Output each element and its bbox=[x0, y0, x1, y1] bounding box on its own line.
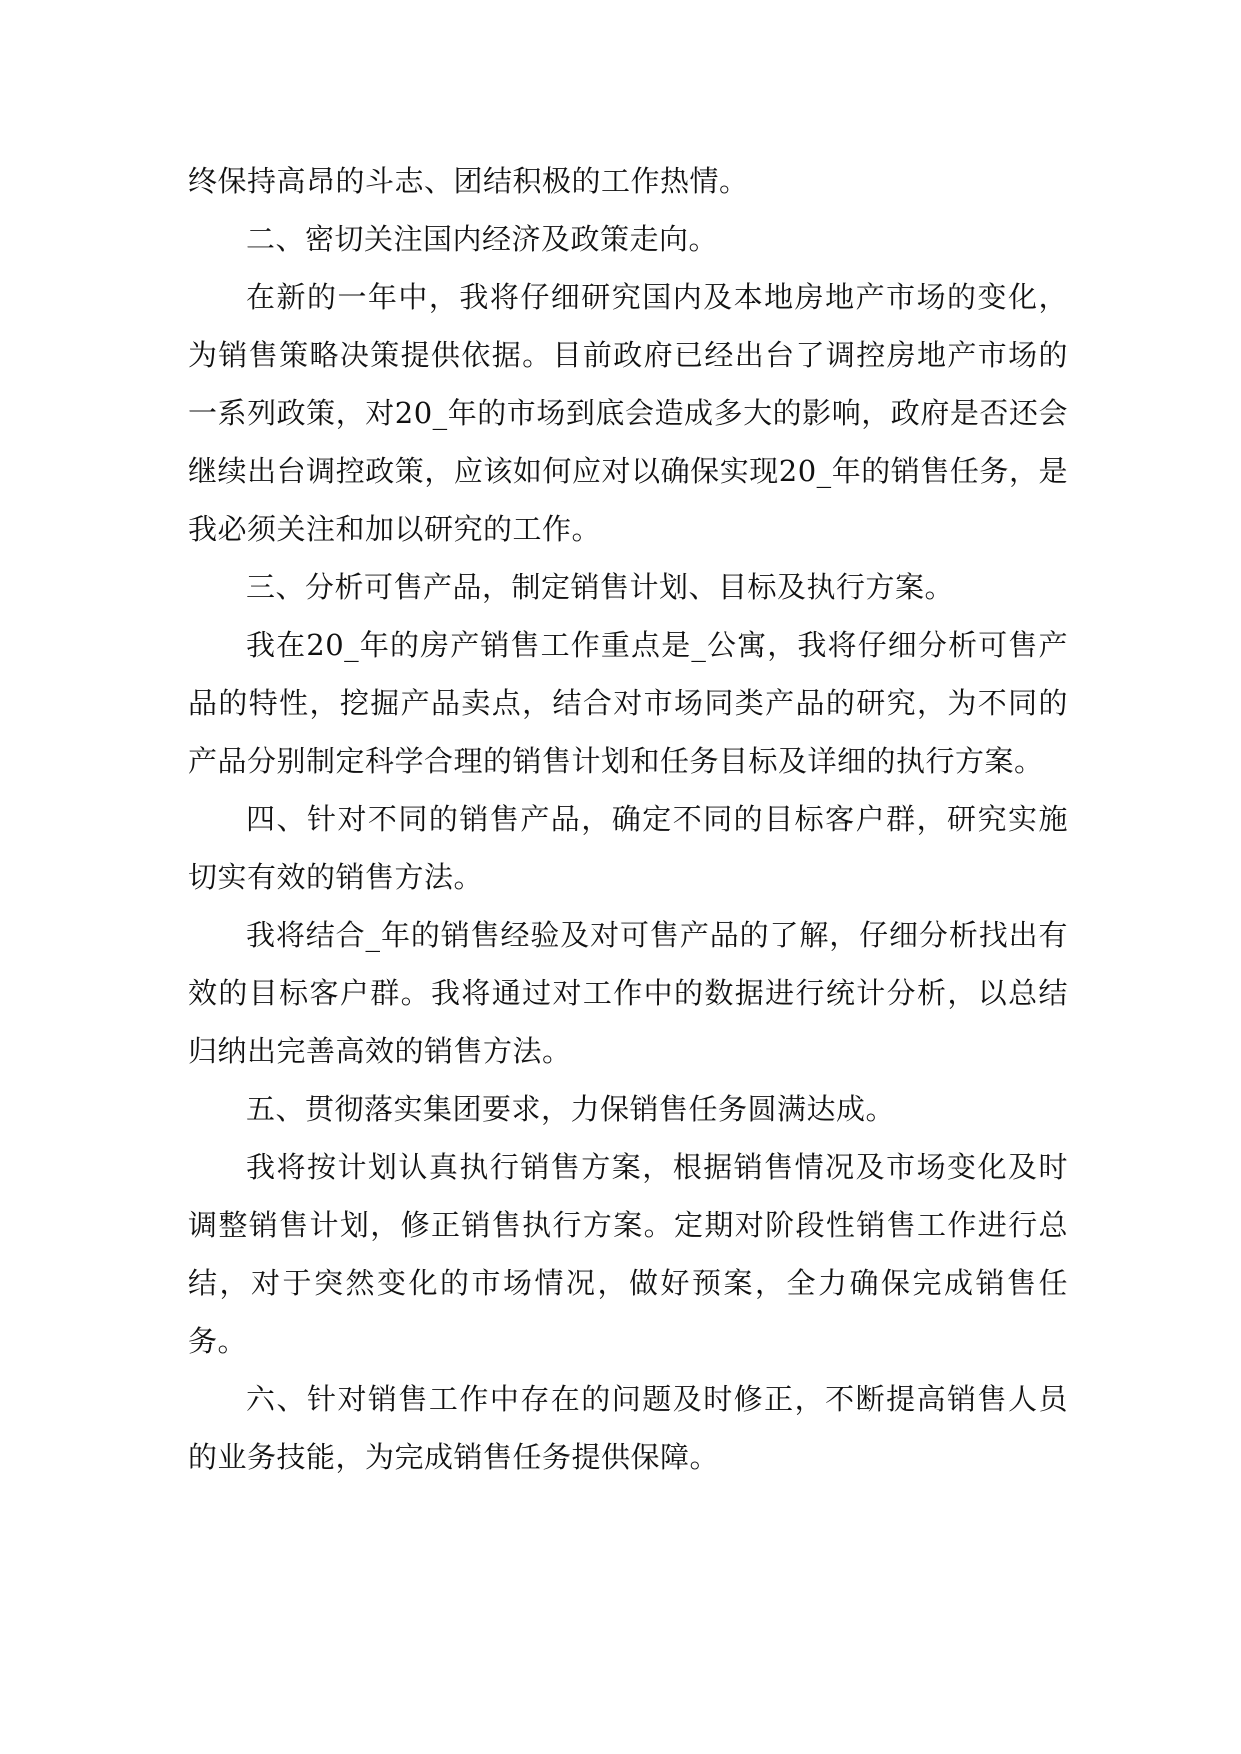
document-body bbox=[188, 152, 1068, 1486]
section-heading-3: 三、分析可售产品，制定销售计划、目标及执行方案。 bbox=[246, 570, 955, 604]
section-heading-2: 二、密切关注国内经济及政策走向。 bbox=[246, 222, 719, 256]
paragraph-section-3: 我在20_年的房产销售工作重点是_公寓，我将仔细分析可售产品的特性，挖掘产品卖点，结合对市场同类产品的研究，为不同的产品分别制定科学合理的销售计划和任务目标及详细的执行方案。 bbox=[188, 628, 1068, 778]
section-heading-6: 六、针对销售工作中存在的问题及时修正，不断提高销售人员的业务技能，为完成销售任务提供保障。 bbox=[188, 1382, 1068, 1474]
section-heading-4: 四、针对不同的销售产品，确定不同的目标客户群，研究实施切实有效的销售方法。 bbox=[188, 802, 1068, 894]
paragraph-continuation: 终保持高昂的斗志、团结积极的工作热情。 bbox=[188, 164, 749, 198]
paragraph-section-5: 我将按计划认真执行销售方案，根据销售情况及市场变化及时调整销售计划，修正销售执行方案。定期对阶段性销售工作进行总结，对于突然变化的市场情况，做好预案，全力确保完成销售任务。 bbox=[188, 1150, 1068, 1358]
section-heading-5: 五、贯彻落实集团要求，力保销售任务圆满达成。 bbox=[246, 1092, 896, 1126]
paragraph-section-4: 我将结合_年的销售经验及对可售产品的了解，仔细分析找出有效的目标客户群。我将通过对工作中的数据进行统计分析，以总结归纳出完善高效的销售方法。 bbox=[188, 918, 1068, 1068]
paragraph-section-2: 在新的一年中，我将仔细研究国内及本地房地产市场的变化，为销售策略决策提供依据。目前政府已经出台了调控房地产市场的一系列政策，对20_年的市场到底会造成多大的影响，政府是否还会继续出台调控政策，应该如何应对以确保实现20_年的销售任务，是我必须关注和加以研究的工作。 bbox=[188, 280, 1068, 546]
